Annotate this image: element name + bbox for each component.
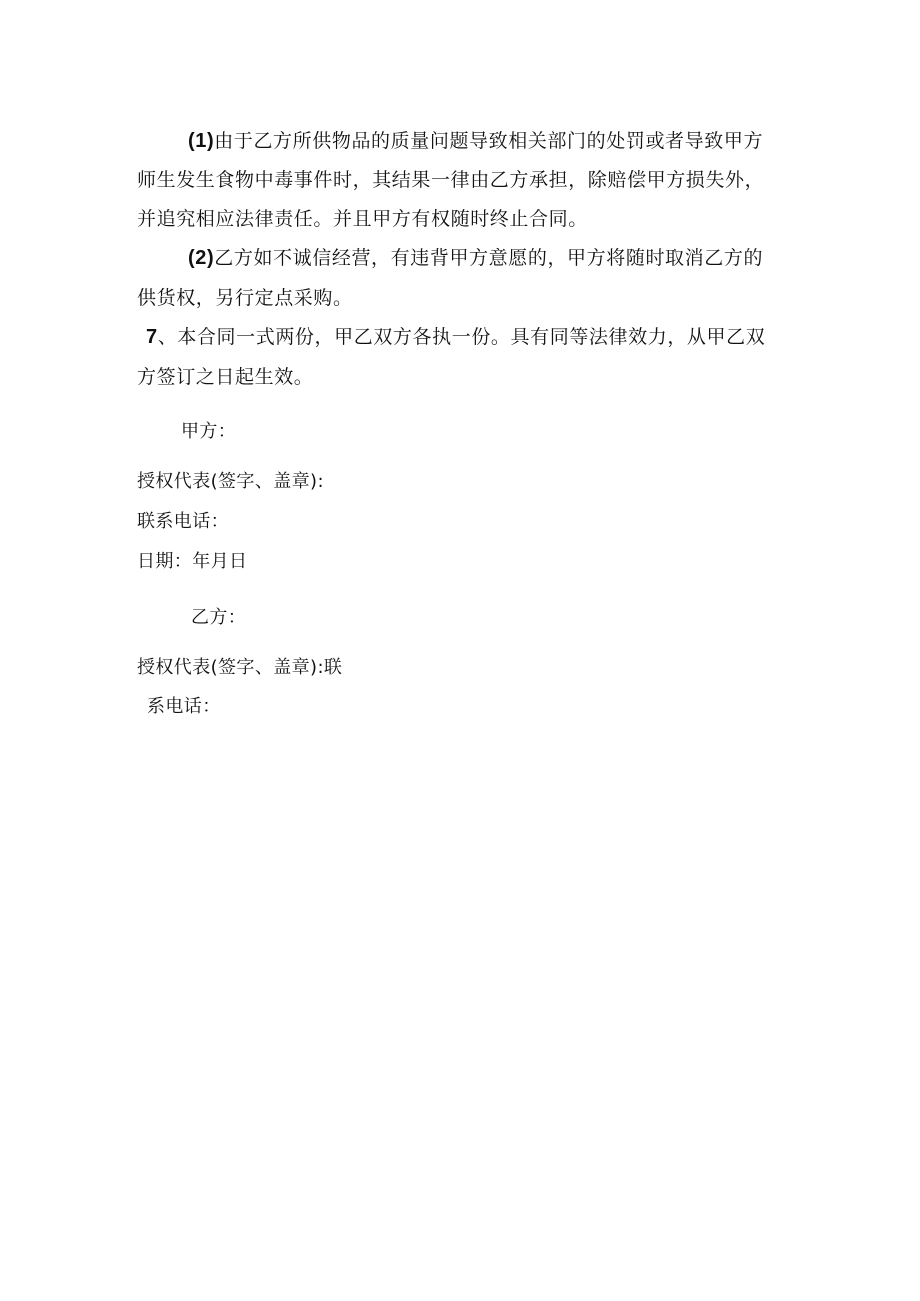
clause-2-line-1	[188, 245, 763, 271]
item-7-text-2: 方签订之日起生效。	[137, 366, 314, 388]
clause-1-text-2: 师生发生食物中毒事件时，其结果一律由乙方承担，除赔偿甲方损失外，	[137, 169, 765, 191]
party-b-representative: 授权代表(签字、盖章):联	[137, 657, 343, 678]
clause-1-line-1	[188, 128, 763, 154]
item-7-text-1: 、本合同一式两份，甲乙双方各执一份。具有同等法律效力，从甲乙双	[157, 326, 766, 348]
clause-2-number: (2)	[188, 247, 215, 269]
item-7-line-2	[137, 364, 313, 390]
party-b-phone: 系电话：	[147, 696, 221, 717]
party-a-title: 甲方：	[181, 421, 237, 442]
party-b-title: 乙方：	[191, 607, 247, 628]
clause-1-text-1: 由于乙方所供物品的质量问题导致相关部门的处罚或者导致甲方	[214, 130, 764, 152]
party-a-date: 日期：年月日	[137, 551, 248, 572]
clause-2-line-2	[137, 285, 353, 311]
party-a-phone: 联系电话：	[137, 511, 229, 532]
clause-1-text-3: 并追究相应法律责任。并且甲方有权随时终止合同。	[137, 208, 588, 230]
party-a-representative: 授权代表(签字、盖章):	[137, 471, 324, 492]
clause-1-line-2	[137, 167, 764, 193]
clause-2-text-1: 乙方如不诚信经营，有违背甲方意愿的，甲方将随时取消乙方的	[214, 247, 764, 269]
clause-1-line-3	[137, 206, 588, 232]
clause-2-text-2: 供货权，另行定点采购。	[137, 287, 353, 309]
item-7-number: 7	[146, 326, 158, 348]
clause-1-number: (1)	[188, 130, 215, 152]
item-7-line-1	[146, 324, 765, 350]
